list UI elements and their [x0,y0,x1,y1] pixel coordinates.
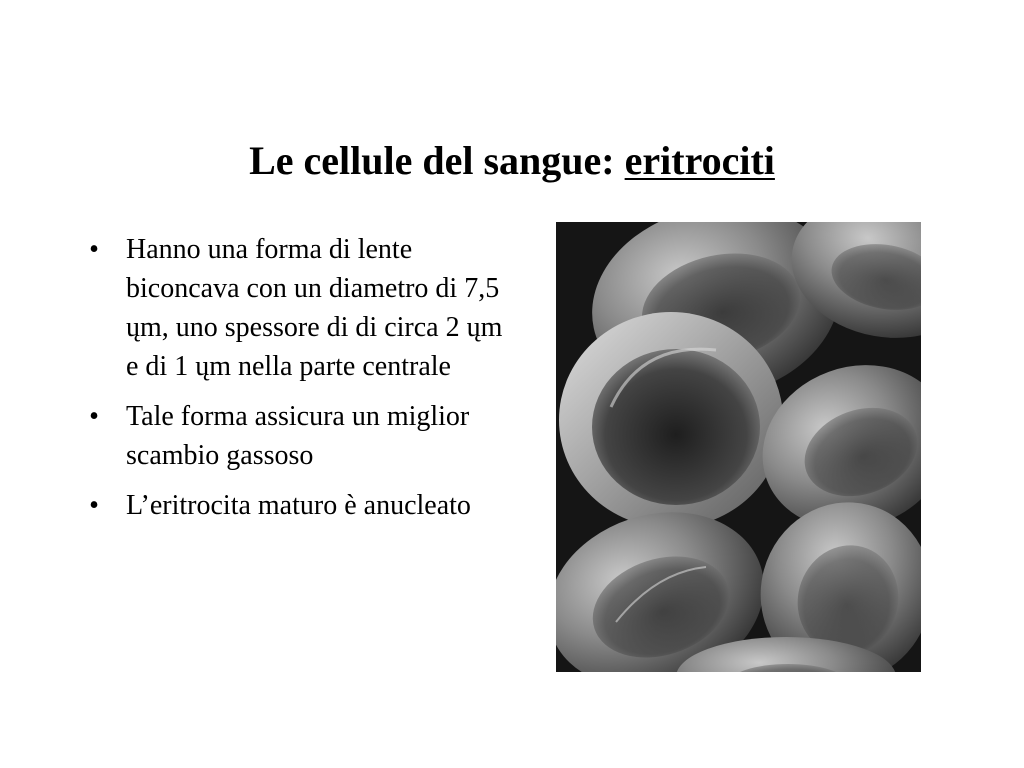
slide-title [0,135,1024,187]
bullet-item [84,486,514,525]
bullet-icon: • [89,401,99,432]
title-link-eritrociti[interactable]: eritrociti [624,137,775,183]
bullet-icon: • [89,234,99,265]
erythrocyte-micrograph-image [556,222,921,672]
bullet-list [84,230,514,536]
title-prefix: Le cellule del sangue: [249,137,625,183]
bullet-item [84,230,514,386]
bullet-text: Tale forma assicura un miglior scambio gassoso [126,401,470,471]
micrograph-drawing [556,222,921,672]
bullet-text: Hanno una forma di lente biconcava con un diametro di 7,5 ųm, uno spessore di di circa 2 ųm e di 1 ųm nella parte centrale [126,234,503,382]
bullet-icon: • [89,490,99,521]
bullet-item [84,397,514,475]
bullet-text: L’eritrocita maturo è anucleato [126,490,471,521]
red-blood-cell [559,312,783,528]
